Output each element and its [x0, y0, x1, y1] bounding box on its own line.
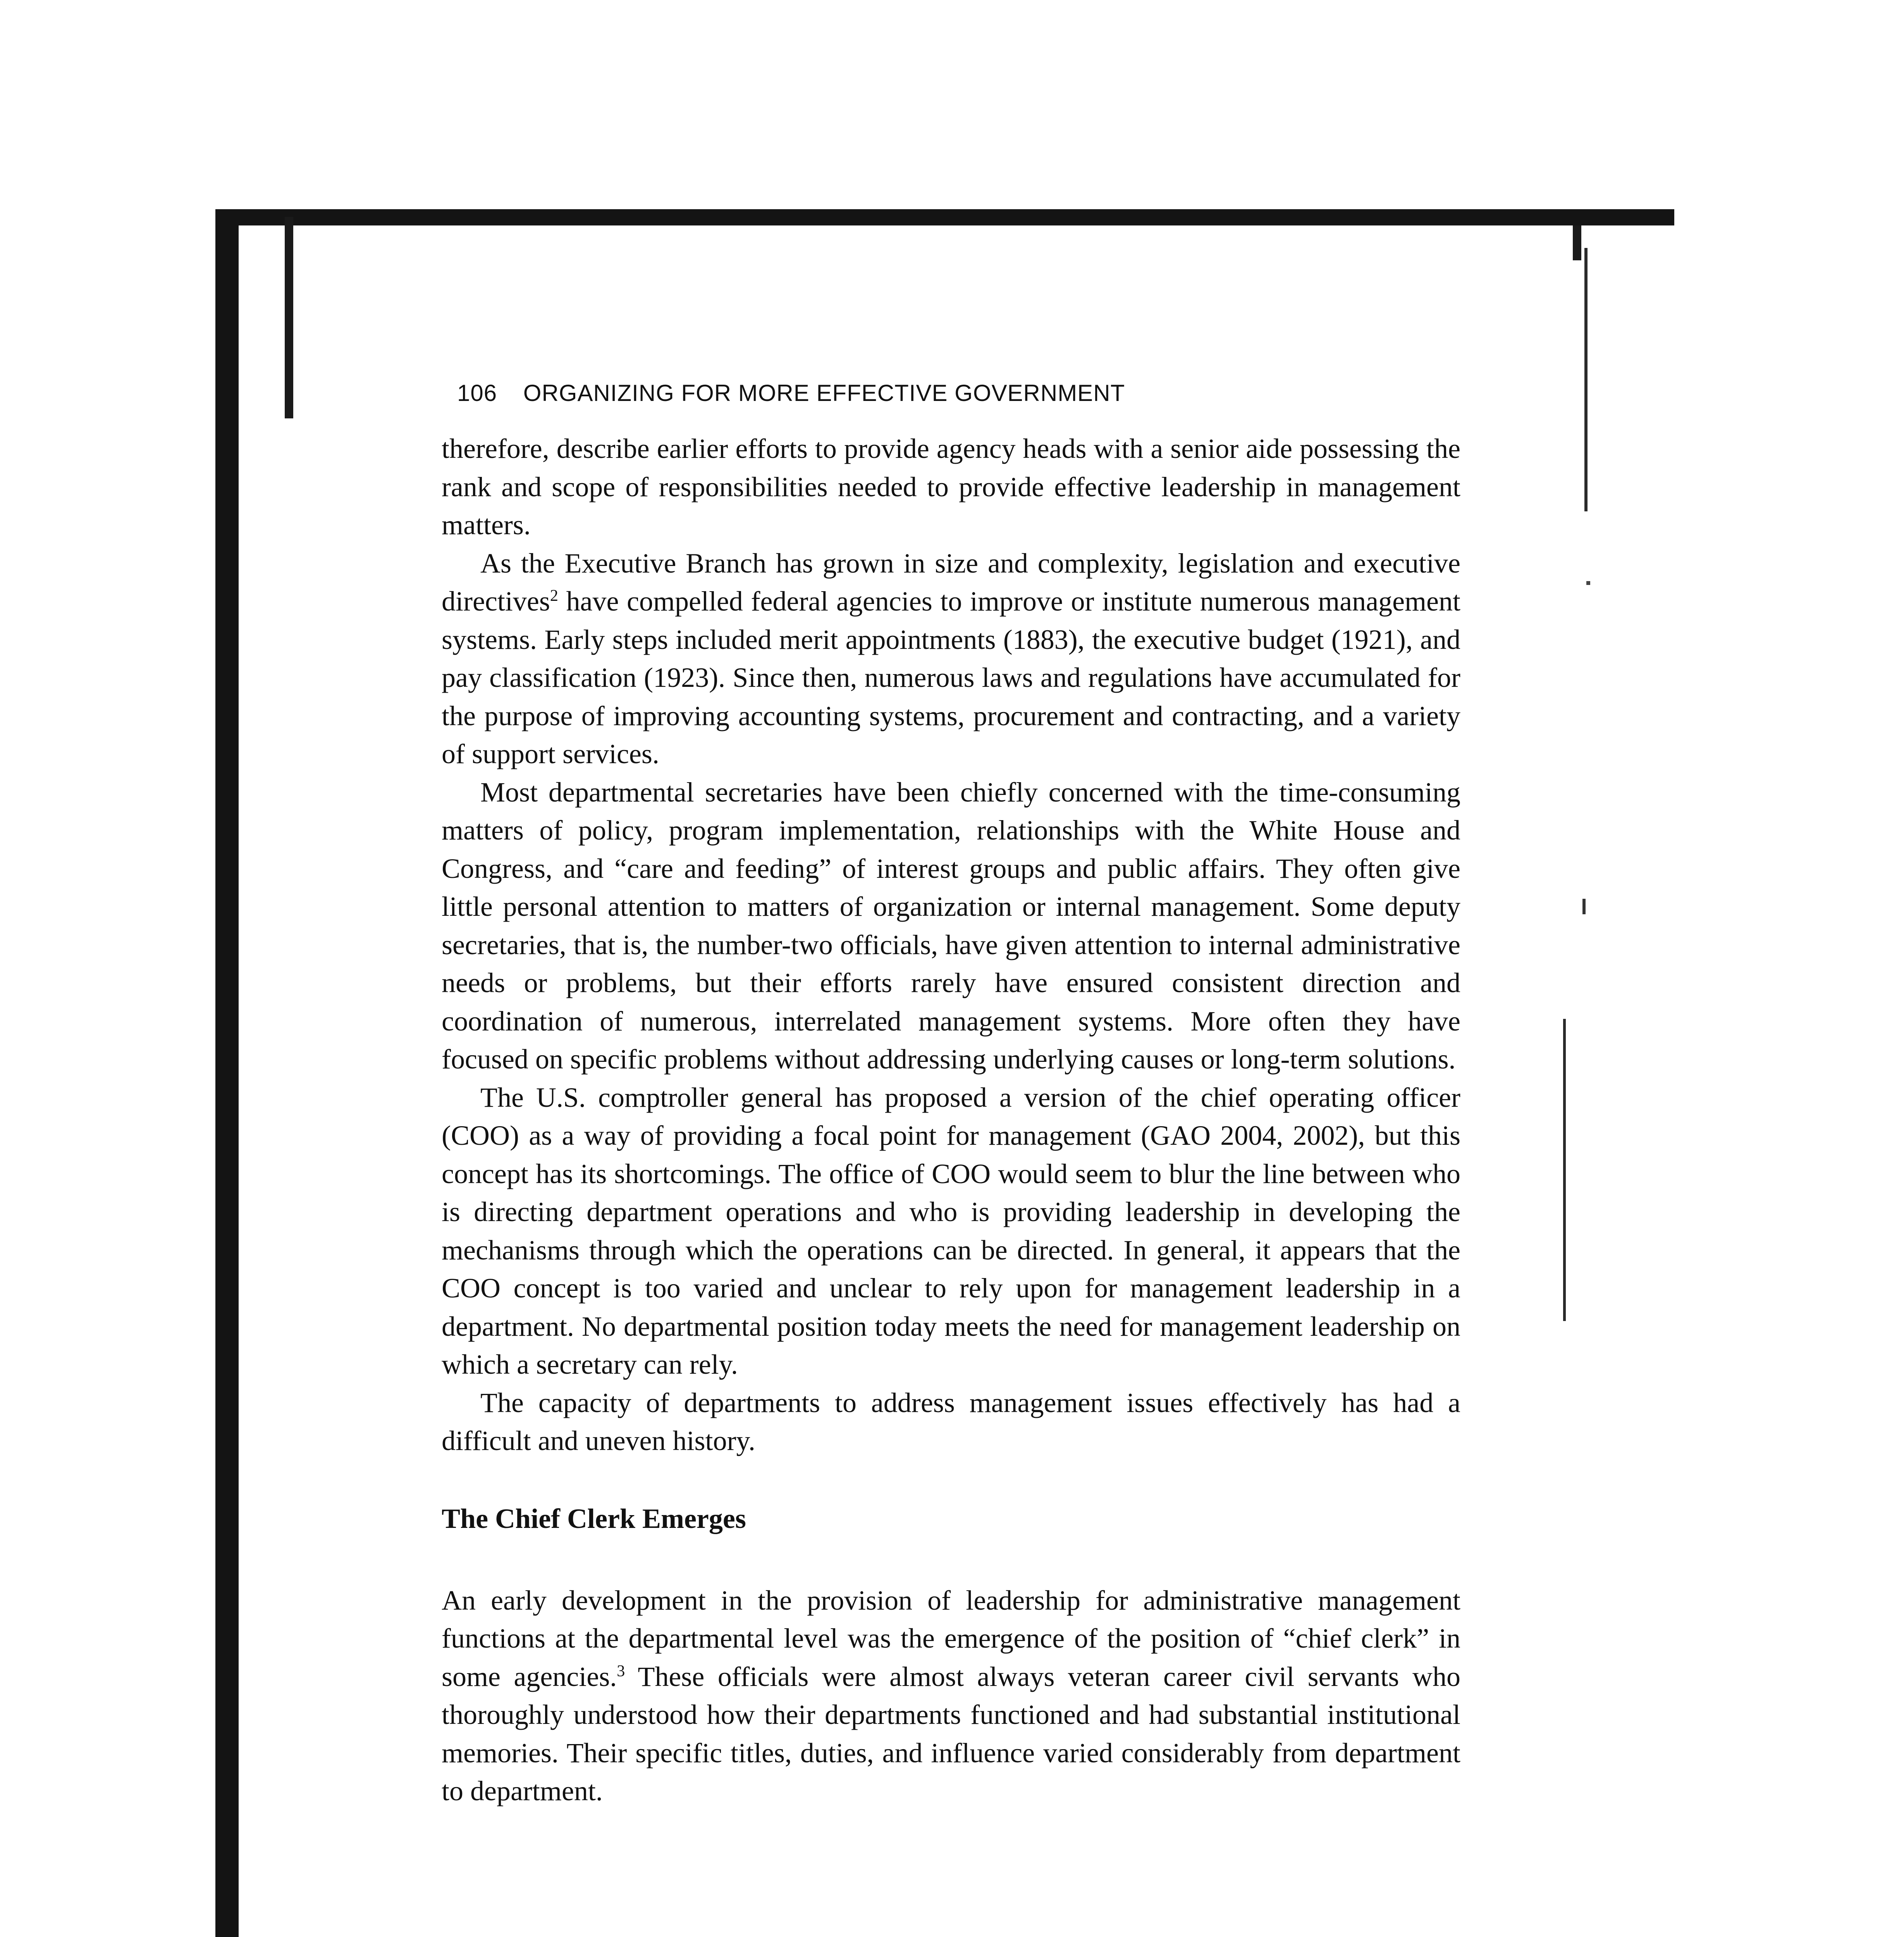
scan-mark-right-top	[1573, 225, 1581, 260]
paragraph-departmental-secretaries: Most departmental secretaries have been chiefly concerned with the time-consuming matters of policy, program implementation, relationships with the White House and Congress, and “care and feeding” of interest groups and public affairs. They often give little personal attention to matters of organization or internal management. Some deputy secretaries, that is, the number-two officials, have given attention to internal administrative needs or problems, but their efforts rarely have ensured consistent direction and coordination of numerous, interrelated management systems. More often they have focused on specific problems without addressing underlying causes or long-term solutions.	[442, 776, 1460, 1075]
paragraph-continued: therefore, describe earlier efforts to provide agency heads with a senior aide possessing the rank and scope of responsibilities needed to provide effective leadership in management matters.	[442, 433, 1460, 540]
paragraph-executive-branch-start: As the Executive Branch has grown in size and complexity, legislation and executive directives	[442, 547, 1460, 617]
scan-border-left-inner	[285, 217, 293, 418]
scan-line-right-upper	[1584, 248, 1588, 511]
paragraph-chief-clerk-rest: These officials were almost always veteran career civil servants who thoroughly understood how their departments functioned and had substantial institutional memories. Their specific titles, duties, and influence varied considerably from department to department.	[442, 1661, 1460, 1806]
scan-border-left	[215, 209, 239, 1937]
paragraph-executive-branch-rest: have compelled federal agencies to improve or institute numerous management systems. Early steps included merit appointments (1883), the executive budget (1921), and pay classification (1923). Since then, numerous laws and regulations have accumulated for the purpose of improving accounting systems, procurement and contracting, and a variety of support services.	[442, 586, 1460, 769]
paragraph-comptroller-general: The U.S. comptroller general has proposed a version of the chief operating officer (COO) as a way of providing a focal point for management (GAO 2004, 2002), but this concept has its shortcomings. The office of COO would seem to blur the line between who is directing department operations and who is providing leadership in developing the mechanisms through which the operations can be directed. In general, it appears that the COO concept is too varied and unclear to rely upon for management leadership in a department. No departmental position today meets the need for management leadership on which a secretary can rely.	[442, 1082, 1460, 1380]
scan-line-right-lower	[1563, 1019, 1566, 1321]
scan-mark-right-middle	[1582, 899, 1586, 914]
book-page	[442, 380, 1460, 1810]
scan-speck	[1586, 581, 1590, 585]
paragraph-chief-clerk	[442, 1581, 1460, 1810]
scan-border-top	[215, 209, 1674, 225]
paragraph-chief-clerk-start: An early development in the provision of leadership for administrative management functions at the departmental level was the emergence of the position of “chief clerk” in some agencies.	[442, 1584, 1460, 1692]
footnote-ref-2: 2	[550, 587, 558, 605]
running-head	[457, 380, 1460, 406]
paragraph-executive-branch	[442, 544, 1460, 773]
paragraph-capacity: The capacity of departments to address management issues effectively has had a difficult and uneven history.	[442, 1387, 1460, 1456]
section-heading: The Chief Clerk Emerges	[442, 1503, 746, 1534]
footnote-ref-3: 3	[617, 1662, 625, 1680]
running-title: ORGANIZING FOR MORE EFFECTIVE GOVERNMENT	[523, 380, 1125, 406]
page-number: 106	[457, 380, 497, 406]
